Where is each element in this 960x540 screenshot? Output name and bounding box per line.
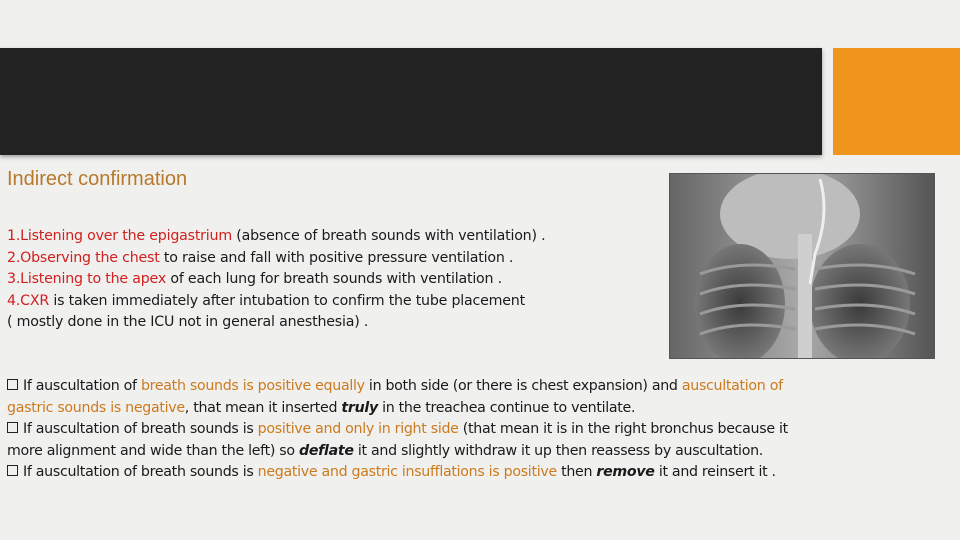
note-highlight: positive and only in right side <box>257 421 459 437</box>
confirmation-steps <box>7 226 545 334</box>
step-text: of each lung for breath sounds with ventilation . <box>166 271 502 287</box>
note-emphasis: truly <box>341 399 378 416</box>
step-highlight: 3.Listening to the apex <box>7 271 167 287</box>
step-text: is taken immediately after intubation to confirm the tube placement <box>49 292 525 309</box>
step-4-continued <box>7 312 545 334</box>
note-highlight: breath sounds is positive equally <box>140 378 365 394</box>
step-4 <box>7 291 545 313</box>
note-emphasis: remove <box>596 464 655 480</box>
note-highlight: negative and gastric insufflations is positive <box>257 464 557 480</box>
note-highlight: auscultation of <box>681 378 783 394</box>
note-1 <box>7 376 952 398</box>
auscultation-notes <box>7 376 952 484</box>
note-text: If auscultation of breath sounds is <box>23 421 258 437</box>
note-3 <box>7 462 952 484</box>
note-text: If auscultation of <box>23 378 141 394</box>
note-text: then <box>556 464 597 480</box>
checkbox-bullet-icon <box>7 379 18 390</box>
note-text: (that mean it is in the right bronchus because it <box>458 421 788 437</box>
accent-box <box>833 48 960 155</box>
note-text: If auscultation of breath sounds is <box>23 464 258 480</box>
note-text: in the treachea continue to ventilate. <box>377 399 636 416</box>
step-highlight: 4.CXR <box>7 292 50 309</box>
step-highlight: 1.Listening over the epigastrium <box>7 228 232 244</box>
note-text: more alignment and wide than the left) so <box>7 442 299 459</box>
checkbox-bullet-icon <box>7 465 18 476</box>
note-highlight: gastric sounds is negative <box>7 399 185 416</box>
note-text: in both side (or there is chest expansion) and <box>364 378 682 394</box>
section-heading: Indirect confirmation <box>7 168 188 190</box>
step-text: to raise and fall with positive pressure ventilation . <box>159 249 514 266</box>
note-text: , that mean it inserted <box>184 399 342 416</box>
step-1 <box>7 226 545 248</box>
note-2-continued <box>7 441 952 463</box>
note-text: it and reinsert it . <box>654 464 776 480</box>
chest-xray-image <box>669 173 935 359</box>
checkbox-bullet-icon <box>7 422 18 433</box>
note-2 <box>7 419 952 441</box>
note-emphasis: deflate <box>299 442 354 459</box>
step-2 <box>7 248 545 270</box>
step-text: (absence of breath sounds with ventilation) . <box>231 228 546 244</box>
step-3 <box>7 269 545 291</box>
title-bar <box>0 48 822 155</box>
note-text: it and slightly withdraw it up then reassess by auscultation. <box>353 442 763 459</box>
note-1-continued <box>7 398 952 420</box>
step-text: ( mostly done in the ICU not in general anesthesia) . <box>7 314 369 330</box>
step-highlight: 2.Observing the chest <box>7 249 160 266</box>
